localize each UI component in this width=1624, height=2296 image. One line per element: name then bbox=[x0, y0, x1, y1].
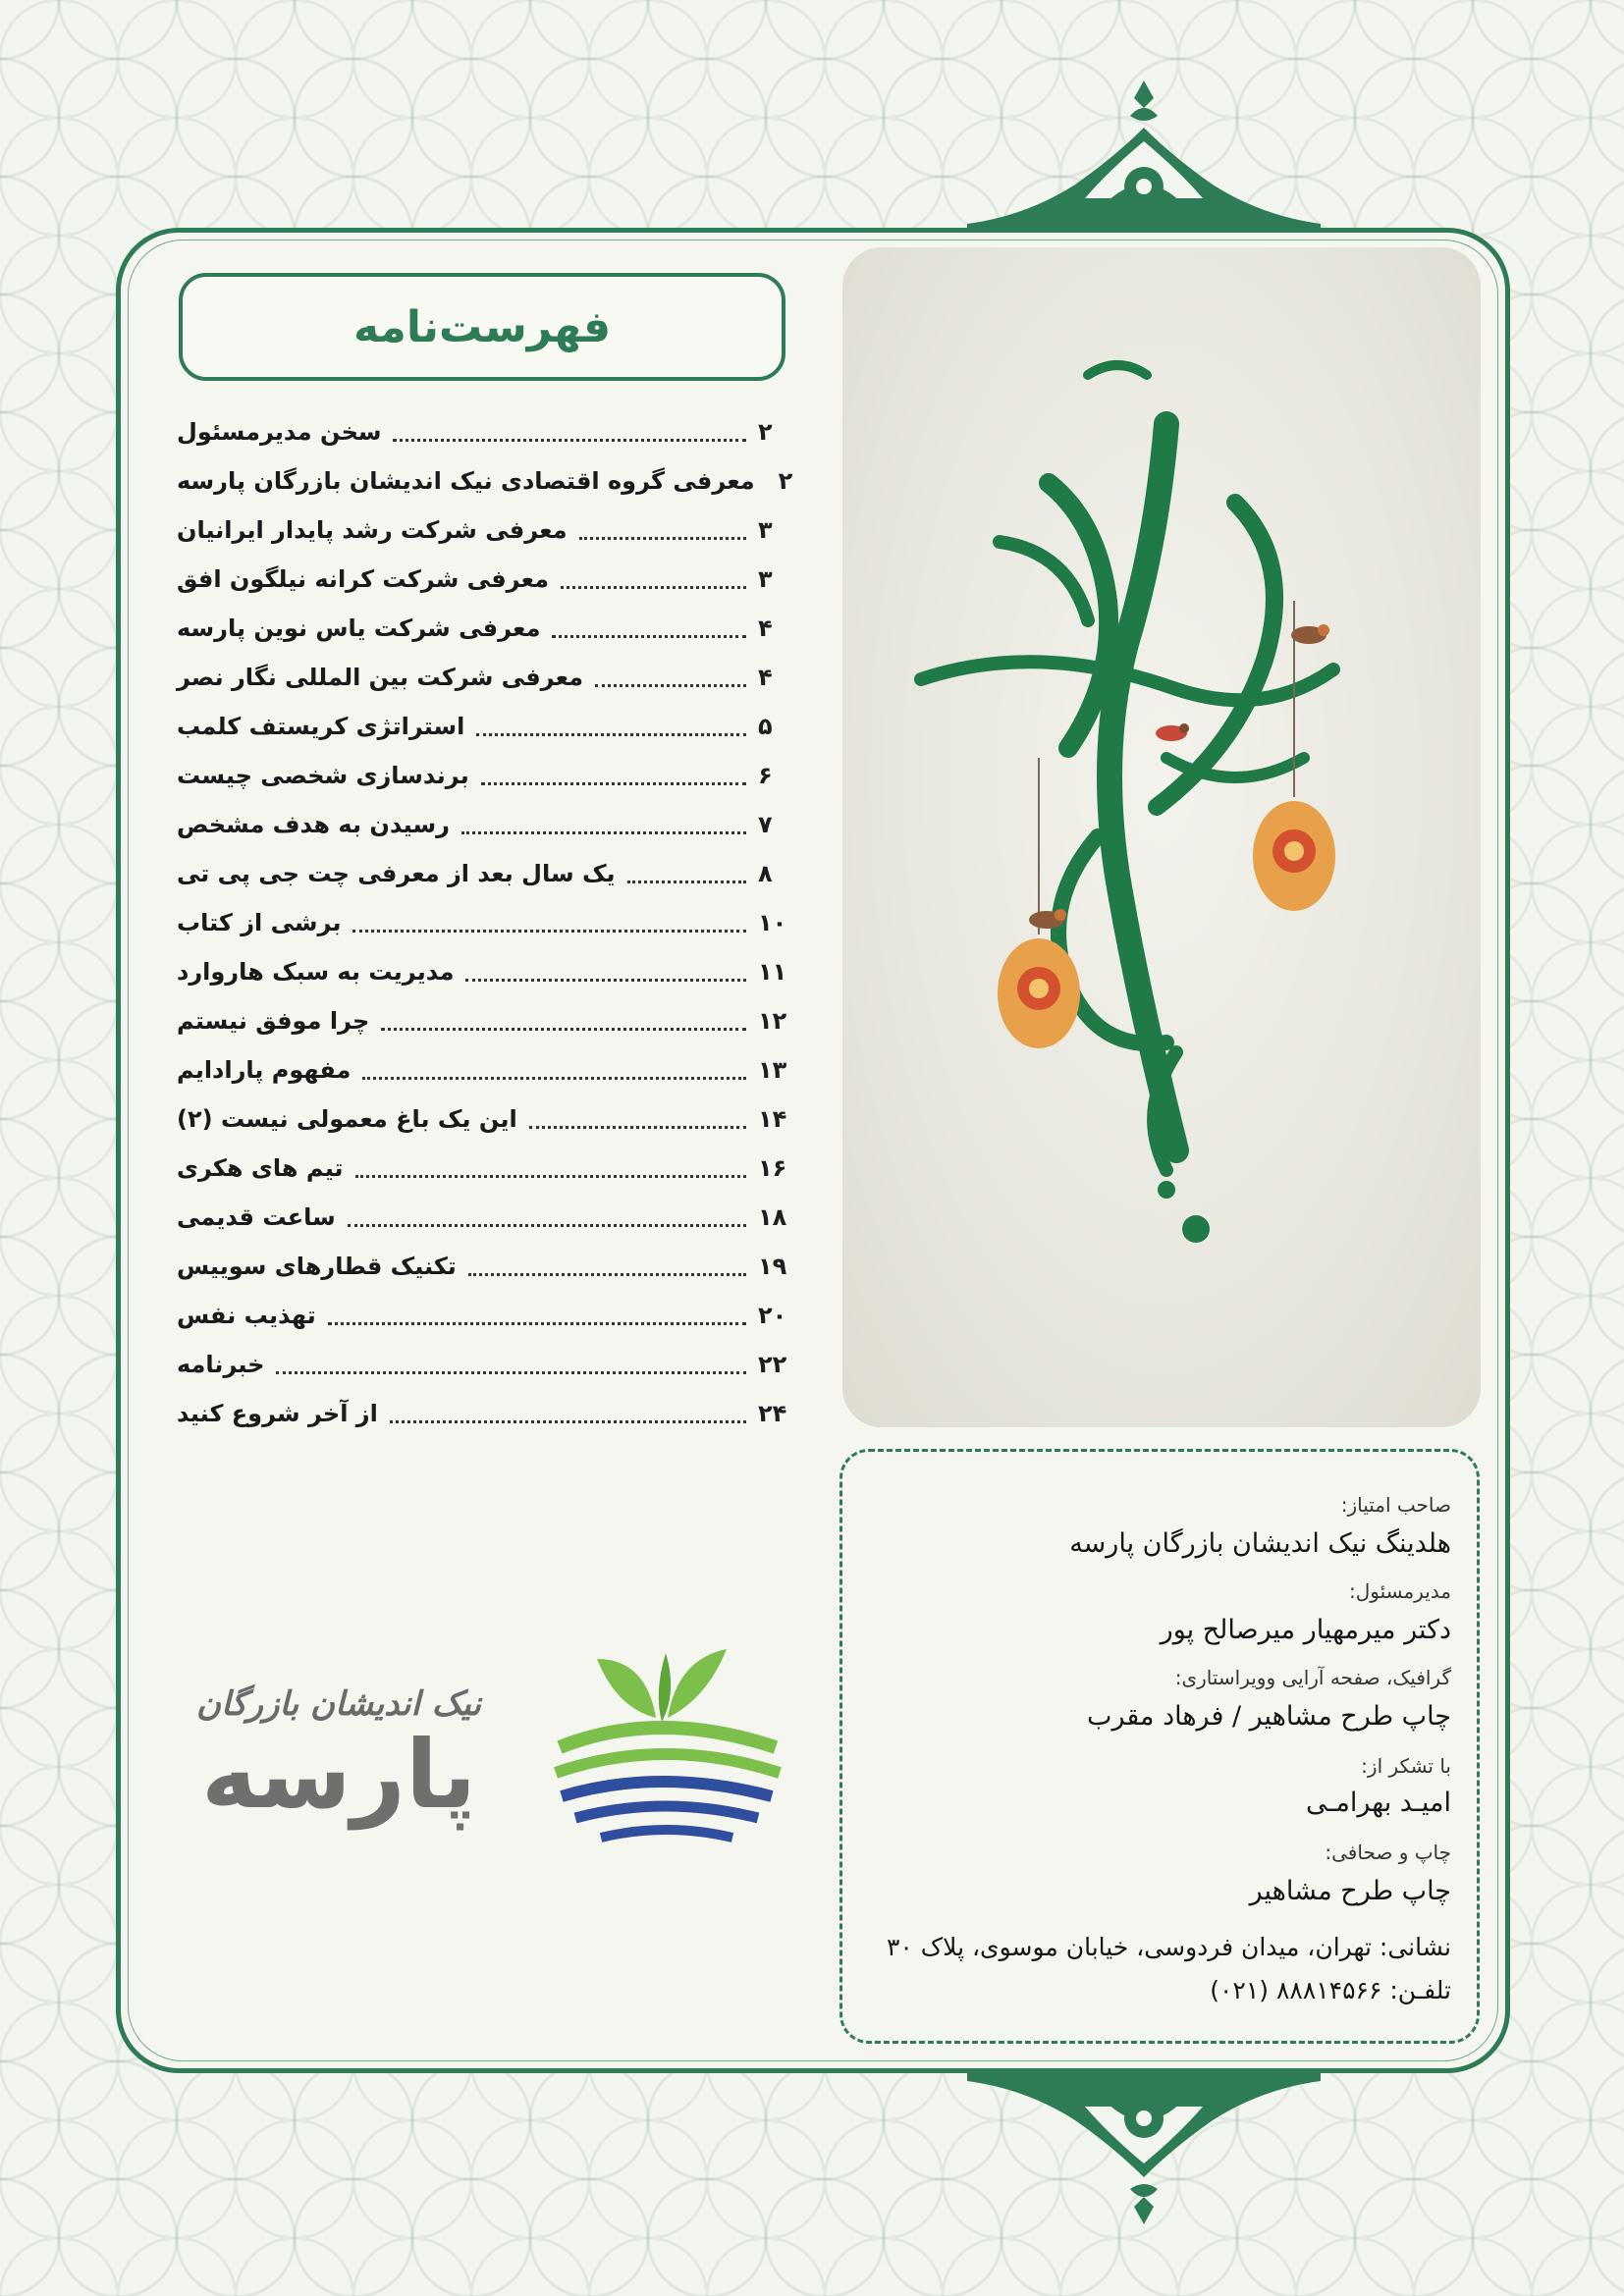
leader-dots bbox=[276, 1371, 746, 1374]
toc-page-number: ۱۸ bbox=[758, 1203, 787, 1231]
leader-dots bbox=[595, 684, 746, 687]
design-label: گرافیک، صفحه آرایی وویراستاری: bbox=[1174, 1666, 1451, 1689]
toc-item[interactable]: از آخر شروع کنید ۲۴ bbox=[177, 1400, 787, 1427]
bottom-ornament-icon bbox=[947, 2066, 1340, 2228]
toc-item[interactable]: مفهوم پارادایم ۱۳ bbox=[177, 1056, 787, 1084]
bird-icon bbox=[1156, 723, 1189, 741]
toc-page-number: ۱۶ bbox=[758, 1154, 787, 1182]
leader-dots bbox=[461, 831, 746, 834]
toc-item[interactable]: برشی از کتاب ۱۰ bbox=[177, 909, 787, 936]
toc-item[interactable]: ساعت قدیمی ۱۸ bbox=[177, 1203, 787, 1231]
toc-page-number: ۱۰ bbox=[758, 909, 787, 936]
parseh-logo bbox=[177, 1620, 805, 1845]
toc-item[interactable]: این یک باغ معمولی نیست (۲) ۱۴ bbox=[177, 1105, 787, 1133]
owner-value: هلدینگ نیک اندیشان بازرگان پارسه bbox=[1069, 1528, 1451, 1559]
toc-item[interactable]: رسیدن به هدف مشخص ۷ bbox=[177, 800, 787, 849]
logo-subtitle: نیک اندیشان بازرگان bbox=[196, 1684, 481, 1724]
toc-item[interactable]: معرفی شرکت رشد پایدار ایرانیان ۳ bbox=[177, 506, 787, 555]
design-value: چاپ طرح مشاهیر / فرهاد مقرب bbox=[1087, 1701, 1451, 1732]
toc-list bbox=[177, 407, 793, 1438]
calligraphy-basmala-icon bbox=[842, 247, 1481, 1427]
address: نشانی: تهران، میدان فردوسی، خیابان موسوی، پلاک ۳۰ bbox=[886, 1933, 1451, 1961]
leader-dots bbox=[627, 881, 746, 883]
toc-page-number: ۶ bbox=[758, 762, 773, 789]
leader-dots bbox=[481, 782, 746, 785]
toc-page-number: ۲۴ bbox=[758, 1400, 787, 1427]
leader-dots bbox=[348, 1224, 746, 1227]
toc-page-number: ۱۳ bbox=[758, 1056, 787, 1084]
toc-page-number: ۱۱ bbox=[758, 958, 787, 986]
print-label: چاپ و صحافی: bbox=[1325, 1841, 1451, 1864]
toc-page-number: ۷ bbox=[758, 811, 773, 838]
leader-dots bbox=[476, 733, 746, 736]
toc-item[interactable]: خبرنامه ۲۲ bbox=[177, 1351, 787, 1378]
leader-dots bbox=[529, 1126, 746, 1129]
toc-page-number: ۲ bbox=[778, 467, 793, 495]
leader-dots bbox=[362, 1077, 746, 1080]
toc-page-number: ۵ bbox=[758, 713, 773, 740]
calligraphy-panel bbox=[842, 247, 1481, 1427]
toc-page-number: ۲۰ bbox=[758, 1302, 787, 1329]
leader-dots bbox=[355, 1175, 746, 1178]
lantern-icon bbox=[998, 938, 1080, 1048]
bird-icon bbox=[1291, 624, 1329, 644]
toc-item[interactable]: معرفی شرکت یاس نوین پارسه ۴ bbox=[177, 604, 787, 653]
leader-dots bbox=[465, 979, 746, 982]
toc-page-number: ۸ bbox=[758, 860, 773, 887]
director-label: مدیرمسئول: bbox=[1348, 1579, 1451, 1603]
toc-item[interactable]: سخن مدیرمسئول ۲ bbox=[177, 407, 787, 456]
toc-title: فهرست‌نامه bbox=[352, 301, 612, 352]
toc-page-number: ۱۴ bbox=[758, 1105, 787, 1133]
toc-page-number: ۳ bbox=[758, 516, 773, 544]
toc-item[interactable]: تکنیک قطارهای سوییس ۱۹ bbox=[177, 1253, 787, 1280]
phone: تلفـن: ۸۸۸۱۴۵۶۶ (۰۲۱) bbox=[1210, 1976, 1451, 2004]
toc-page-number: ۱۲ bbox=[758, 1007, 787, 1035]
owner-label: صاحب امتیاز: bbox=[1340, 1493, 1451, 1517]
toc-item[interactable]: معرفی شرکت بین المللی نگار نصر ۴ bbox=[177, 653, 787, 702]
toc-page-number: ۲۲ bbox=[758, 1351, 787, 1378]
toc-page-number: ۱۹ bbox=[758, 1253, 787, 1280]
logo-name: پارسه bbox=[201, 1720, 476, 1830]
credits-box bbox=[839, 1449, 1480, 2044]
toc-page-number: ۴ bbox=[758, 664, 773, 691]
leader-dots bbox=[468, 1273, 746, 1276]
director-value: دکتر میرمهیار میرصالح پور bbox=[1160, 1615, 1451, 1645]
leader-dots bbox=[381, 1028, 746, 1031]
toc-item[interactable]: استراتژی کریستف کلمب ۵ bbox=[177, 702, 787, 751]
top-ornament-icon bbox=[947, 77, 1340, 239]
leader-dots bbox=[579, 537, 746, 540]
toc-title-box bbox=[179, 273, 785, 381]
leader-dots bbox=[393, 439, 746, 442]
thanks-label: با تشکر از: bbox=[1361, 1754, 1451, 1778]
toc-item[interactable]: تهذیب نفس ۲۰ bbox=[177, 1302, 787, 1329]
leader-dots bbox=[561, 586, 746, 589]
thanks-value: امیـد بهرامـی bbox=[1305, 1788, 1451, 1818]
toc-item[interactable]: تیم های هکری ۱۶ bbox=[177, 1154, 787, 1182]
toc-item[interactable]: معرفی گروه اقتصادی نیک اندیشان بازرگان پارسه ۲ bbox=[177, 467, 793, 495]
print-value: چاپ طرح مشاهیر bbox=[1249, 1876, 1451, 1906]
leader-dots bbox=[552, 635, 746, 638]
toc-page-number: ۲ bbox=[758, 418, 773, 446]
toc-item[interactable]: برندسازی شخصی چیست ۶ bbox=[177, 751, 787, 800]
toc-page-number: ۳ bbox=[758, 565, 773, 593]
leader-dots bbox=[352, 930, 746, 933]
leader-dots bbox=[328, 1322, 746, 1325]
toc-item[interactable]: مدیریت به سبک هاروارد ۱۱ bbox=[177, 958, 787, 986]
toc-item[interactable]: یک سال بعد از معرفی چت جی پی تی ۸ bbox=[177, 849, 787, 898]
toc-item[interactable]: معرفی شرکت کرانه نیلگون افق ۳ bbox=[177, 555, 787, 604]
globe-leaf-logo-icon bbox=[540, 1620, 785, 1855]
toc-page-number: ۴ bbox=[758, 614, 773, 642]
toc-item[interactable]: چرا موفق نیستم ۱۲ bbox=[177, 1007, 787, 1035]
leader-dots bbox=[390, 1420, 746, 1423]
lantern-icon bbox=[1253, 801, 1335, 911]
